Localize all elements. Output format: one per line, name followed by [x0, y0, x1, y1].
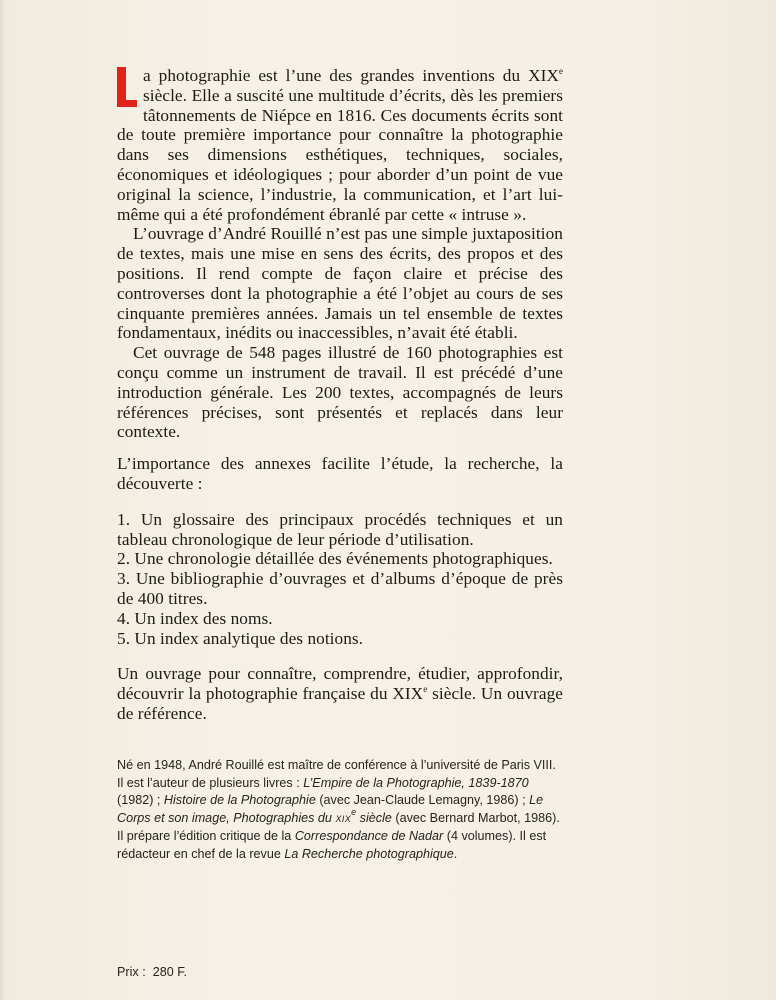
price-line [117, 965, 187, 979]
bio-text: . [453, 846, 458, 861]
century-superscript: e [558, 66, 563, 76]
paragraph-annexes-intro: L’importance des annexes facilite l’étude, la recherche, la découverte : [117, 454, 563, 493]
paragraph-rouille-work: L’ouvrage d’André Rouillé n’est pas une simple juxtaposition de textes, mais une mise en sens des écrits, des propos et des positions. Il rend compte de façon claire et précise des controverses dont la photographie a été l’objet au cours de ses cinquante premières années. Jamais un tel ensemble de textes fondamentaux, inédits ou inaccessibles, n’avait été établi. [117, 224, 563, 343]
bio-text: (avec Bernard Marbot, 1986). Il prépare l’édition critique de la [117, 810, 560, 843]
dropcap-horizontal-stroke [117, 100, 137, 107]
paragraph-book-description: Cet ouvrage de 548 pages illustré de 160 photographies est conçu comme un instrument de travail. Il est précédé d’une introduction générale. Les 200 textes, accompagnés de leurs références précises, sont présentés et replacés dans leur contexte. [117, 343, 563, 442]
annex-item: 3. Une bibliographie d’ouvrages et d’albums d’époque de près de 400 titres. [117, 569, 563, 608]
author-bio [117, 757, 563, 863]
closing-superscript: e [423, 684, 428, 695]
bio-text: (1982) ; [117, 793, 164, 807]
bio-text: (4 volumes). Il est rédacteur en chef de la revue [117, 829, 547, 861]
price-label: Prix : [117, 965, 146, 979]
bio-text: (avec Jean-Claude Lemagny, 1986) ; [315, 793, 530, 807]
bio-journal-title: La Recherche photographique [284, 846, 454, 861]
annex-item: 2. Une chronologie détaillée des événements photographiques. [117, 549, 553, 569]
bio-title-part: Le Corps et son image, Photographies du [117, 793, 544, 825]
price-value: 280 F. [152, 965, 187, 979]
intro-text-start: a photographie est l’une des grandes inventions du XIX [143, 66, 559, 85]
bio-book-title: L’Empire de la Photographie, 1839-1870 [303, 775, 529, 790]
intro-paragraph [117, 66, 563, 224]
annex-item: 4. Un index des noms. [117, 608, 273, 628]
bio-title-part: siècle [356, 810, 392, 825]
bio-book-title: Correspondance de Nadar [294, 829, 444, 843]
intro-text-rest: siècle. Elle a suscité une multitude d’écrits, dès les premiers tâtonnements de Niépce en 1816. Ces documents écrits sont de toute première importance pour connaître la photographie dans ses dimensions esthétiques, techniques, sociales, économiques et idéologiques ; pour aborder d’un point de vue original la science, l’industrie, la communication, et l’art lui-même qui a été profondément ébranlé par cette « intruse ». [117, 85, 563, 224]
bio-text: Né en 1948, André Rouillé est maître de conférence à l’université de Paris VIII. Il est l’auteur de plusieurs livres : [117, 758, 556, 790]
bio-century-superscript: e [351, 806, 357, 817]
bio-book-title: Histoire de la Photographie [163, 793, 316, 807]
closing-paragraph [117, 664, 563, 723]
blurb-text [117, 66, 563, 724]
annexes-list [117, 510, 563, 649]
bio-century-smallcaps: XIX [335, 813, 352, 824]
annex-item: 1. Un glossaire des principaux procédés techniques et un tableau chronologique de leur période d’utilisation. [117, 509, 563, 549]
annex-item: 5. Un index analytique des notions. [117, 628, 364, 648]
closing-text-start: Un ouvrage pour connaître, comprendre, étudier, approfondir, découvrir la photographie française du XIX [117, 664, 563, 704]
spine-shadow [0, 0, 6, 1000]
red-dropcap-letter [117, 67, 137, 107]
closing-text-end: siècle. Un ouvrage de référence. [117, 684, 563, 723]
